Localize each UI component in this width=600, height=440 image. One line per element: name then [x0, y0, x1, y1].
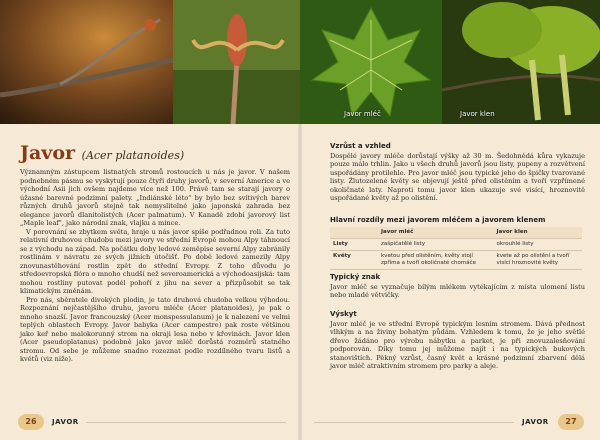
- photo-maple-bud: [173, 0, 300, 124]
- footer-rule-left: [86, 422, 286, 423]
- paragraph-3: Pro nás, sběratele divokých plodin, je tato druhová chudoba velkou výhodou. Rozpoznání nejčastějšího druhu, javoru mléče (Acer platanoides), je pak o mnoho snazší. Javor francouzský (Acer monspessulanum) je k nalezení ve velmi teplých oblastech Evropy. Javor babyka (Acer campestre) pak roste většinou jako keř nebo malokorunný strom na okraji lesa nebo v křovinách. Javor klen (Acer pseudoplatanus) podobně jako javor mléč dorůstá rozměrů statného stromu. Od sebe je můžeme snadno rozeznat podle rozdílného tvaru listů a květů (viz níže).: [20, 295, 290, 363]
- table-cell: Květy: [330, 251, 378, 270]
- table-cell: okrouhlé listy: [494, 239, 582, 251]
- table-header-cell: Javor mléč: [378, 227, 494, 239]
- table-cell: zašpičatělé listy: [378, 239, 494, 251]
- left-body: [20, 168, 290, 364]
- growth-heading: Vzrůst a vzhled: [330, 142, 391, 150]
- photo-strip: [0, 0, 600, 124]
- photo-caption-norway-maple: Javor mléč: [344, 110, 381, 118]
- table-header-row: [330, 227, 582, 239]
- paragraph-1: Významným zástupcem listnatých stromů rostoucích u nás je javor. V našem podnebném pásmu se vyskytují pouze čtyři druhy javorů, v severní Americe a ve východní Asii jich ovšem najdeme více než 100. Právě tam se starají javory o úžasné barevné podzimní palety. „Indiánské léto" by bylo bez svítivých barev různých druhů javorů stejně tak nemyslitelné jako japonská zahrada bez elegance javorů dlanitolistých (Acer palmatum). V Kanadě zdobí javorový list „Maple leaf", jako národní znak, vlajku a mince.: [20, 168, 290, 227]
- table-cell: Listy: [330, 239, 378, 251]
- typical-heading: Typický znak: [330, 273, 381, 281]
- typical-text: Javor mléč se vyznačuje bílým mlékem vytékajícím z místa ulomení listu nebo mladé větvičky.: [330, 283, 585, 300]
- table-header-cell: Javor klen: [494, 227, 582, 239]
- table-cell: kvete až po olistění a tvoří visící hroznovité květy: [494, 251, 582, 270]
- table-heading: Hlavní rozdíly mezi javorem mléčem a javorem klenem: [330, 216, 546, 224]
- title-text: Javor: [20, 142, 76, 164]
- photo-maple-branch: [0, 0, 173, 124]
- table-header-cell: [330, 227, 378, 239]
- footer-rule-right: [314, 422, 514, 423]
- article-title: [20, 142, 184, 167]
- photo-norway-maple: [300, 0, 442, 124]
- page-number-left: 26: [18, 414, 44, 430]
- occurrence-text: Javor mléč je ve střední Evropě typickým lesním stromem. Dává přednost vlhkým a na živiny bohatým půdám. Vzhledem k tomu, že je jeho světlé dřevo žádáno pro výrobu nábytku a parket, je při znovuzalesňování podporován. Díky tomu jej můžeme najít i na typických bukových stanovištích. Pěkný vzrůst, časný květ a krásné podzimní zbarvení dělá javor mléč atraktivním stromem pro parky a aleje.: [330, 320, 585, 371]
- right-footer: [300, 414, 600, 430]
- photo-caption-sycamore-maple: Javor klen: [460, 110, 495, 118]
- table-cell: kvetou před olistěním, květy stojí zpříma a tvoří okoličnaté chomáče: [378, 251, 494, 270]
- left-footer: [0, 414, 300, 430]
- growth-text: Dospělé javory mléče dorůstají výšky až 30 m. Šedohnědá kůra vykazuje pouze málo trhlin. Jako u všech druhů javorů jsou listy, pupeny a rozvětvení uspořádány protilehle. Pro javor mléč jsou typické jeho do špičky tvarované listy. Žlutozelené květy se objevují ještě před olistěním a tvoří vzpřímené okoličnaté laty. Naproti tomu javor klen ukazuje své visící, hroznovitě uspořádané květy až po olistění.: [330, 152, 585, 203]
- paragraph-2: V porovnání se zbytkem světa, hraje u nás javor spíše podřadnou roli. Za tuto relativní druhovou chudobu mezi javory ve střední Evropě mohou Alpy táhnoucí se z východu na západ. Na počátku doby ledové zeměpise severní Alpy zabránily rostlinám v návratu ze svých jižních útočišť. Po době ledové zamezily Alpy znovunastěhování rostlin zpět do střední Evropy. Z toho důvodu je středoevropská flóra o mnoho chudší než severoamerická a východoasijská: tam mohou rostliny putovat podél pohoří z jihu na sever a přizpůsobit se tak klimatickým změnám.: [20, 227, 290, 295]
- table-row: [330, 251, 582, 270]
- page-number-right: 27: [558, 414, 584, 430]
- running-head-right: JAVOR: [522, 418, 549, 426]
- left-page: [0, 132, 300, 440]
- differences-table: [330, 227, 582, 270]
- title-latin: (Acer platanoides): [81, 149, 185, 162]
- occurrence-heading: Výskyt: [330, 310, 357, 318]
- table-row: [330, 239, 582, 251]
- photo-sycamore-maple: [442, 0, 600, 124]
- running-head-left: JAVOR: [52, 418, 79, 426]
